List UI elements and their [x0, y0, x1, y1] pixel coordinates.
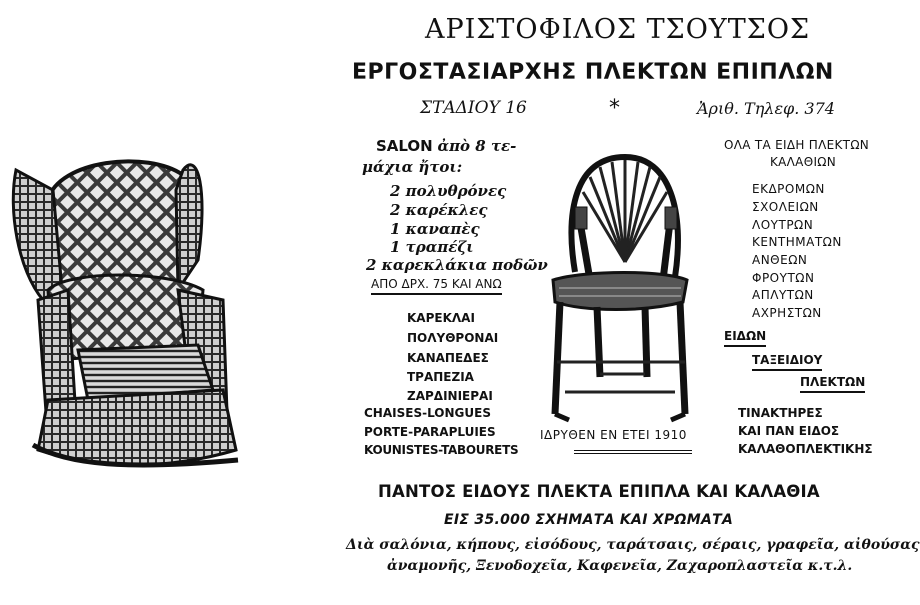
basket-tail: ΚΑΙ ΠΑΝ ΕΙΔΟΣ [738, 424, 840, 438]
furniture-item: ΠΟΛΥΘΡΟΝΑΙ [407, 331, 499, 345]
basket-item: ΛΟΥΤΡΩΝ [752, 218, 814, 232]
furniture-item: ΖΑΡΔΙΝΙΕΡΑΙ [407, 389, 493, 403]
basket-plekton: ΠΛΕΚΤΩΝ [800, 375, 865, 393]
salon-heading-rest: ἀπὸ 8 τε- [437, 137, 517, 155]
basket-item: ΕΚΔΡΟΜΩΝ [752, 182, 825, 196]
basket-item: ΚΕΝΤΗΜΑΤΩΝ [752, 235, 842, 249]
address: ΣΤΑΔΙΟΥ 16 [420, 98, 527, 118]
basket-taxidiou: ΤΑΞΕΙΔΙΟΥ [752, 353, 822, 371]
baskets-heading: ΟΛΑ ΤΑ ΕΙΔΗ ΠΛΕΚΤΩΝ [724, 138, 870, 152]
baskets-heading-cont: ΚΑΛΑΘΙΩΝ [770, 155, 837, 169]
salon-item: 1 τραπέζι [390, 238, 474, 256]
basket-eidon: ΕΙΔΩΝ [724, 329, 766, 347]
footer-subheadline: ΕΙΣ 35.000 ΣΧΗΜΑΤΑ ΚΑΙ ΧΡΩΜΑΤΑ [444, 512, 734, 528]
salon-heading-cont: μάχια ἤτοι: [362, 158, 463, 176]
basket-tail: ΤΙΝΑΚΤΗΡΕΣ [738, 406, 823, 420]
star-ornament: * [609, 96, 620, 121]
footer-headline: ΠΑΝΤΟΣ ΕΙΔΟΥΣ ΠΛΕΚΤΑ ΕΠΙΠΛΑ ΚΑΙ ΚΑΛΑΘΙΑ [378, 482, 820, 501]
basket-item: ΑΠΛΥΤΩΝ [752, 288, 814, 302]
basket-item: ΦΡΟΥΤΩΝ [752, 271, 815, 285]
french-item: KOUNISTES-TABOURETS [364, 443, 519, 457]
business-title: ΕΡΓΟΣΤΑΣΙΑΡΧΗΣ ΠΛΕΚΤΩΝ ΕΠΙΠΛΩΝ [352, 60, 834, 85]
basket-item: ΑΧΡΗΣΤΩΝ [752, 306, 822, 320]
salon-item: 1 καναπὲς [390, 220, 480, 238]
french-item: CHAISES-LONGUES [364, 406, 491, 420]
salon-item: 2 καρεκλάκια ποδῶν [366, 256, 548, 274]
furniture-item: ΚΑΝΑΠΕΔΕΣ [407, 351, 489, 365]
basket-item: ΑΝΘΕΩΝ [752, 253, 808, 267]
french-item: PORTE-PARAPLUIES [364, 425, 496, 439]
salon-item: 2 καρέκλες [390, 201, 488, 219]
founded-rule [574, 450, 692, 454]
proprietor-name: ΑΡΙΣΤΟΦΙΛΟΣ ΤΣΟΥΤΣΟΣ [425, 14, 811, 45]
salon-price: ΑΠΟ ΔΡΧ. 75 ΚΑΙ ΑΝΩ [371, 277, 502, 295]
wicker-chair-illustration [545, 152, 695, 424]
salon-heading [376, 137, 516, 155]
salon-label: SALON [376, 137, 433, 155]
furniture-item: ΤΡΑΠΕΖΙΑ [407, 370, 474, 384]
furniture-item: ΚΑΡΕΚΛΑΙ [407, 311, 475, 325]
wicker-armchair-illustration [8, 150, 248, 470]
footer-line-2: ἀναμονῆς, Ξενοδοχεῖα, Καφενεῖα, Ζαχαροπλαστεῖα κ.τ.λ. [387, 558, 853, 574]
founded-year: ΙΔΡΥΘΕΝ ΕΝ ΕΤΕΙ 1910 [540, 428, 687, 442]
basket-item: ΣΧΟΛΕΙΩΝ [752, 200, 819, 214]
footer-line-1: Διὰ σαλόνια, κήπους, εἰσόδους, ταράτσαις, σέραις, γραφεῖα, αἰθούσας [346, 537, 920, 553]
basket-tail: ΚΑΛΑΘΟΠΛΕΚΤΙΚΗΣ [738, 442, 873, 456]
salon-item: 2 πολυθρόνες [390, 182, 507, 200]
phone-number: Ἀριθ. Τηλεφ. 374 [697, 99, 835, 118]
